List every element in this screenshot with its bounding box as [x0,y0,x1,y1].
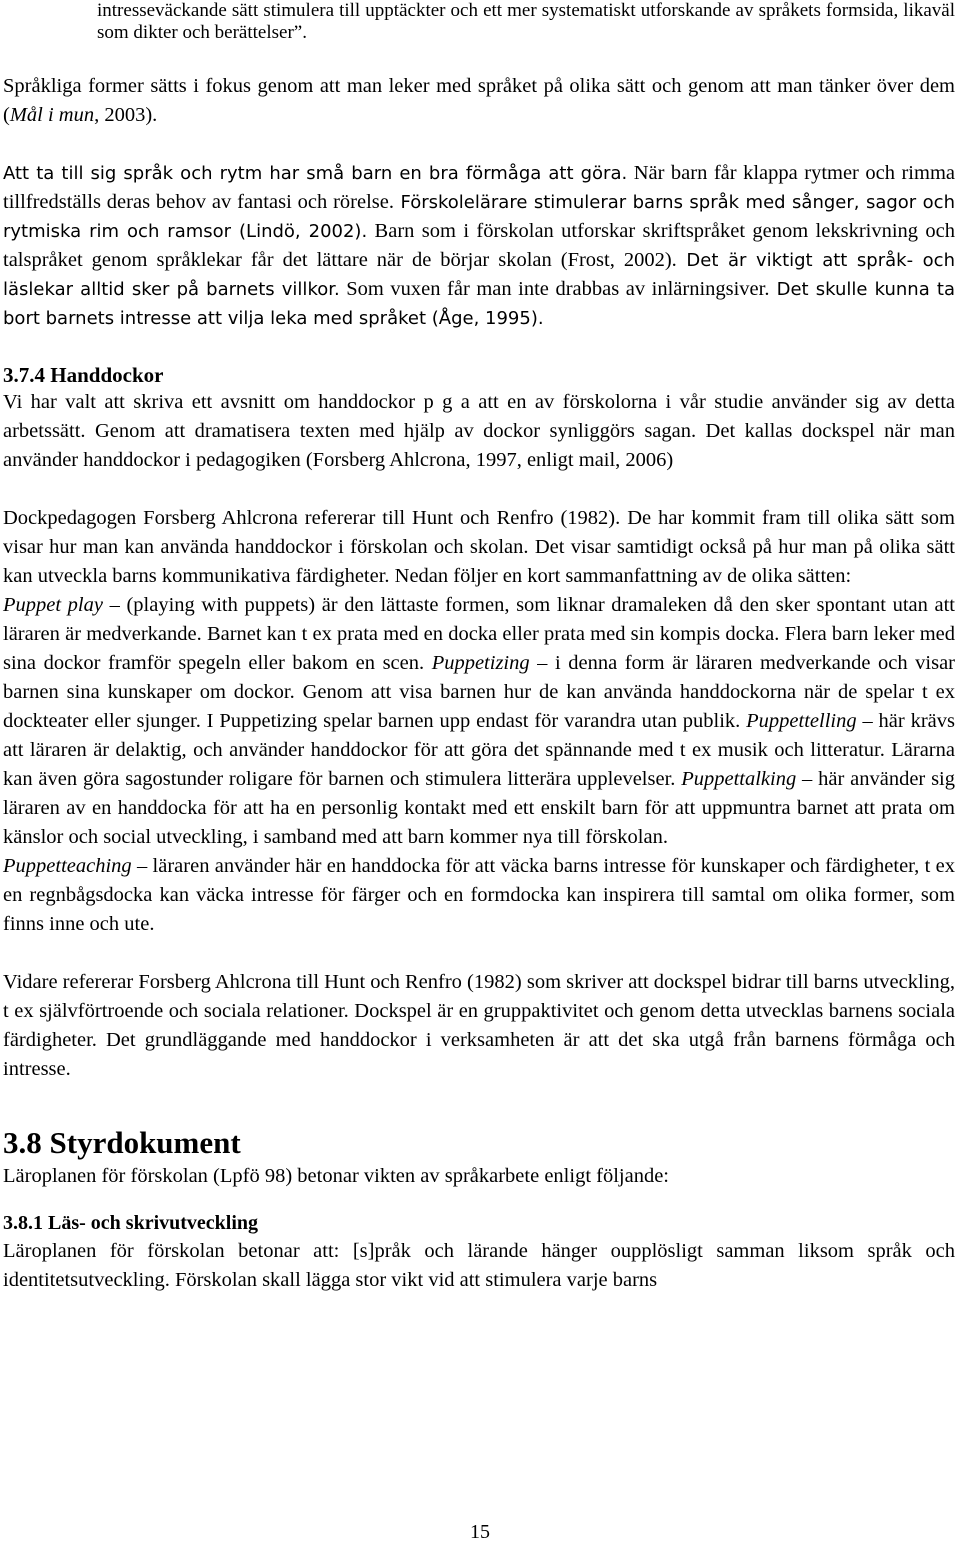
paragraph-dockpedagogen: Dockpedagogen Forsberg Ahlcrona refererar till Hunt och Renfro (1982). De har kommit fram till olika sätt som visar hur man kan använda handdockor i förskolan och skolan. Det visar samtidigt också på hur man på olika sätt kan utveckla barns kommunikativa färdigheter. Nedan följer en kort sammanfattning av de olika sätten: [3,507,955,587]
heading-3-7-4-handdockor: 3.7.4 Handdockor [3,363,164,387]
term-puppetteaching: Puppetteaching [3,855,132,877]
paragraph-vidare-refererar: Vidare refererar Forsberg Ahlcrona till Hunt och Renfro (1982) som skriver att dockspel bidrar till barns utveckling, t ex självförtroende och sociala relationer. Dockspel är en gruppaktivitet och genom detta utvecklas barnens sociala färdigheter. Det grundläggande med handdockor i verksamheten är att det ska utgå från barnens förmåga och intresse. [3,971,955,1080]
paragraph-puppet-forms: Puppet play – (playing with puppets) är den lättaste formen, som liknar dramaleken då den sker spontant utan att läraren är medverkande. Barnet kan t ex prata med en docka eller prata med sin kompis docka. Flera barn leker med sina dockor framför spegeln eller bakom en scen. Puppetizing – i denna form är läraren medverkande och visar barnen sina kunskaper om dockor. Genom att visa barnen hur de kan använda handdockorna när de spelar t ex dockteater eller sjunger. I Puppetizing spelar barnen upp endast för varandra utan publik. Puppettelling – här krävs att läraren är delaktig, och använder handdockor för att göra det spännande med t ex musik och litteratur. Lärarna kan även göra sagostunder roligare för barnen och stimulera litterära upplevelser. Puppettalking – här använder sig läraren av en handdocka för att ha en personlig kontakt med ett enskilt barn för att uppmuntra barnet att prata om känslor och social utveckling, i samband med att barn kommer nya till förskolan. [3,594,956,848]
paragraph-laroplanen-intro: Läroplanen för förskolan (Lpfö 98) betonar vikten av språkarbete enligt följande: [3,1165,669,1187]
term-puppettelling: Puppettelling [746,710,857,732]
citation-mal-i-mun: Mål i mun [9,104,95,126]
paragraph-sprakliga-former: Språkliga former sätts i fokus genom att man leker med språket på olika sätt och genom att man tänker över dem (Mål i mun, 2003). [3,75,955,126]
heading-3-8-styrdokument: 3.8 Styrdokument [3,1125,241,1160]
quote-continuation: intresseväckande sätt stimulera till upptäckter och ett mer systematiskt utforskande av språkets formsida, likaväl som dikter och berättelser”. [97,0,955,43]
paragraph-puppetteaching: Puppetteaching – läraren använder här en handdocka för att väcka barns intresse för kunskaper och färdigheter, t ex en regnbågsdocka kan väcka intresse för färger och en formdocka kan inspirera till samtal om olika former, som finns inne och ute. [3,855,955,935]
paragraph-sprak-och-rytm: Att ta till sig språk och rytm har små barn en bra förmåga att göra. När barn får klappa rytmer och rimma tillfredställs deras behov av fantasi och rörelse. Förskolelärare stimulerar barns språk med sånger, sagor och rytmiska rim och ramsor (Lindö, 2002). Barn som i förskolan utforskar skriftspråket genom lekskrivning och talspråket genom språklekar får det lättare när de börjar skolan (Frost, 2002). Det är viktigt att språk- och läslekar alltid sker på barnets villkor. Som vuxen får man inte drabbas av inlärningsiver. Det skulle kunna ta bort barnets intresse att vilja leka med språket (Åge, 1995). [3,162,956,329]
page-number: 15 [470,1521,490,1543]
term-puppet-play: Puppet play [3,594,103,616]
document-page [3,0,955,1295]
term-puppetizing: Puppetizing [431,652,530,674]
paragraph-handdockor-intro: Vi har valt att skriva ett avsnitt om handdockor p g a att en av förskolorna i vår studie använder sig av detta arbetssätt. Genom att dramatisera texten med hjälp av dockor synliggörs sagan. Det kallas dockspel när man använder handdockor i pedagogiken (Forsberg Ahlcrona, 1997, enligt mail, 2006) [3,391,955,471]
heading-3-8-1-las-och-skrivutveckling: 3.8.1 Läs- och skrivutveckling [3,1212,259,1234]
term-puppettalking: Puppettalking [681,768,797,790]
paragraph-laroplanen-betonar: Läroplanen för förskolan betonar att: [s]pråk och lärande hänger oupplösligt samman liksom språk och identitetsutveckling. Förskolan skall lägga stor vikt vid att stimulera varje barns [3,1240,955,1291]
